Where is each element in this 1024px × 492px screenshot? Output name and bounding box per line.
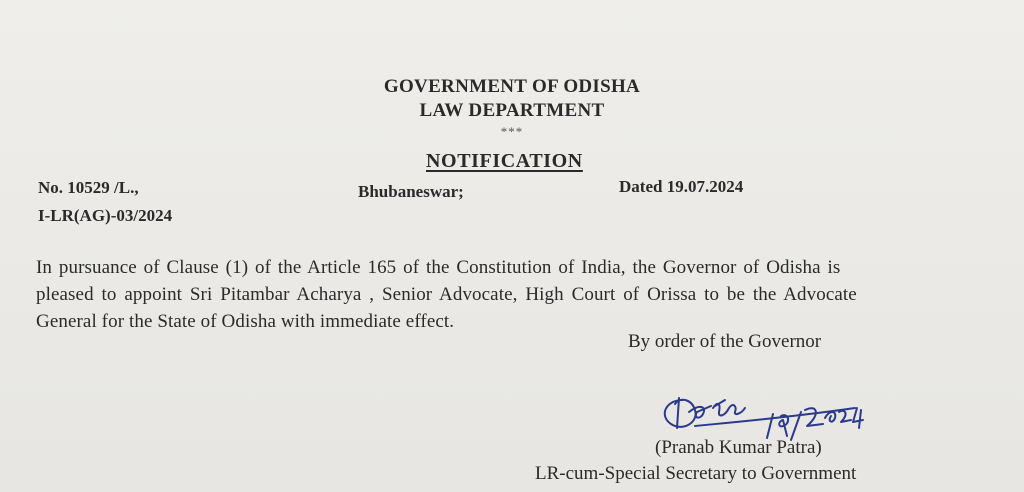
notification-title: NOTIFICATION	[426, 150, 583, 172]
government-heading: GOVERNMENT OF ODISHA	[383, 76, 641, 97]
issue-place: Bhubaneswar;	[358, 182, 464, 201]
body-line-1: In pursuance of Clause (1) of the Article 165 of the Constitution of India, the Governor of Odisha is	[36, 257, 841, 278]
by-order-line: By order of the Governor	[628, 331, 822, 352]
body-line-3: General for the State of Odisha with immediate effect.	[36, 311, 455, 332]
signatory-designation: LR-cum-Special Secretary to Government	[535, 463, 857, 484]
body-line-2: pleased to appoint Sri Pitambar Acharya , Senior Advocate, High Court of Orissa to be the Advocate	[36, 284, 857, 305]
reference-number: No. 10529 /L.,	[38, 178, 139, 197]
signatory-name: (Pranab Kumar Patra)	[655, 437, 822, 458]
reference-code: I-LR(AG)-03/2024	[38, 206, 173, 225]
heading-separator: ***	[500, 124, 524, 139]
department-heading: LAW DEPARTMENT	[419, 100, 605, 121]
issue-date: Dated 19.07.2024	[619, 177, 744, 196]
handwritten-signature	[655, 382, 925, 442]
